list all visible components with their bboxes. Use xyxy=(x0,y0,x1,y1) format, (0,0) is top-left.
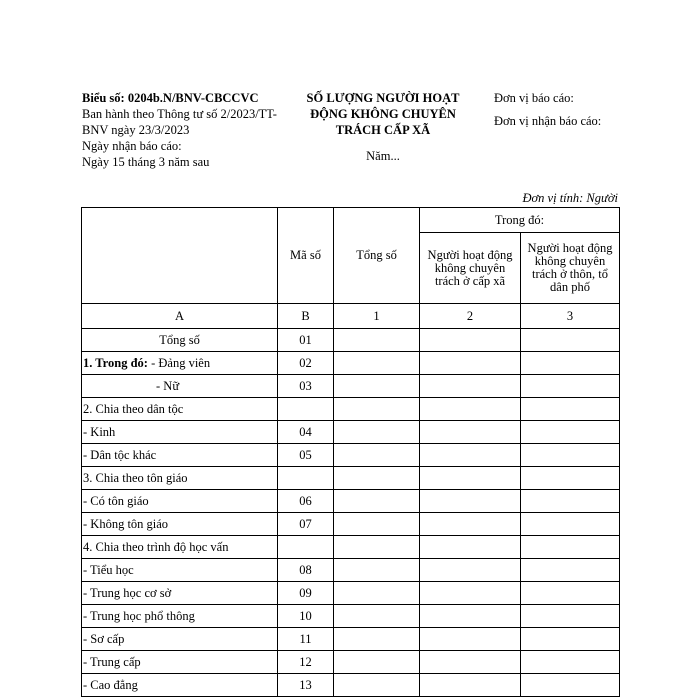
unit-note: Đơn vị tính: Người xyxy=(522,191,618,205)
cell-commune xyxy=(420,444,521,467)
cell-village xyxy=(521,421,620,444)
cell-total xyxy=(334,467,420,490)
receiving-unit: Đơn vị nhận báo cáo: xyxy=(494,114,602,128)
header-of-which: Trong đó: xyxy=(420,208,620,233)
row-code: 06 xyxy=(278,490,334,513)
cell-total xyxy=(334,398,420,421)
cell-village xyxy=(521,375,620,398)
table-row xyxy=(82,467,620,490)
table-row xyxy=(82,536,620,559)
row-code: 12 xyxy=(278,651,334,674)
table-row xyxy=(82,513,620,536)
form-number: Biểu số: 0204b.N/BNV-CBCCVC xyxy=(82,91,259,105)
index-3: 3 xyxy=(521,304,620,329)
cell-village xyxy=(521,605,620,628)
row-label: - Trung học cơ sở xyxy=(82,582,278,605)
report-table xyxy=(81,207,620,697)
row-code xyxy=(278,398,334,421)
cell-village xyxy=(521,444,620,467)
report-year: Năm... xyxy=(366,149,400,163)
cell-commune xyxy=(420,513,521,536)
cell-commune xyxy=(420,605,521,628)
table-row xyxy=(82,674,620,697)
row-code: 03 xyxy=(278,375,334,398)
header-village: Người hoạt động không chuyên trách ở thôn, tổ dân phố xyxy=(521,233,620,304)
cell-village xyxy=(521,559,620,582)
cell-total xyxy=(334,605,420,628)
row-code: 13 xyxy=(278,674,334,697)
issued-by: Ban hành theo Thông tư số 2/2023/TT-BNV ngày 23/3/2023 xyxy=(82,107,277,137)
cell-commune xyxy=(420,651,521,674)
cell-commune xyxy=(420,352,521,375)
receive-date: Ngày 15 tháng 3 năm sau xyxy=(82,155,210,169)
cell-commune xyxy=(420,536,521,559)
row-label: - Nữ xyxy=(82,375,278,398)
table-row xyxy=(82,490,620,513)
cell-total xyxy=(334,513,420,536)
row-label: - Dân tộc khác xyxy=(82,444,278,467)
cell-village xyxy=(521,398,620,421)
cell-total xyxy=(334,490,420,513)
cell-total xyxy=(334,582,420,605)
row-label: 3. Chia theo tôn giáo xyxy=(82,467,278,490)
row-code: 08 xyxy=(278,559,334,582)
row-label: - Trung học phổ thông xyxy=(82,605,278,628)
row-label: - Kinh xyxy=(82,421,278,444)
table-row xyxy=(82,398,620,421)
cell-village xyxy=(521,628,620,651)
table-row xyxy=(82,628,620,651)
cell-commune xyxy=(420,490,521,513)
cell-total xyxy=(334,628,420,651)
row-label: 4. Chia theo trình độ học vấn xyxy=(82,536,278,559)
cell-commune xyxy=(420,467,521,490)
row-label: - Có tôn giáo xyxy=(82,490,278,513)
index-b: B xyxy=(278,304,334,329)
header-category xyxy=(82,208,278,304)
cell-total xyxy=(334,536,420,559)
row-label: - Trung cấp xyxy=(82,651,278,674)
form-title: SỐ LƯỢNG NGƯỜI HOẠT ĐỘNG KHÔNG CHUYÊN TRÁCH CẤP XÃ xyxy=(306,91,460,137)
row-code xyxy=(278,536,334,559)
row-code: 01 xyxy=(278,329,334,352)
cell-commune xyxy=(420,398,521,421)
header-code: Mã số xyxy=(278,208,334,304)
cell-village xyxy=(521,513,620,536)
row-code: 02 xyxy=(278,352,334,375)
index-2: 2 xyxy=(420,304,521,329)
cell-total xyxy=(334,674,420,697)
table-row xyxy=(82,352,620,375)
table-row xyxy=(82,375,620,398)
row-code: 10 xyxy=(278,605,334,628)
row-code: 09 xyxy=(278,582,334,605)
cell-total xyxy=(334,651,420,674)
cell-commune xyxy=(420,674,521,697)
cell-total xyxy=(334,329,420,352)
cell-commune xyxy=(420,375,521,398)
cell-total xyxy=(334,375,420,398)
row-code: 07 xyxy=(278,513,334,536)
row-code xyxy=(278,467,334,490)
cell-commune xyxy=(420,559,521,582)
cell-village xyxy=(521,674,620,697)
table-row xyxy=(82,444,620,467)
index-a: A xyxy=(82,304,278,329)
row-code: 04 xyxy=(278,421,334,444)
row-label: - Cao đẳng xyxy=(82,674,278,697)
cell-commune xyxy=(420,329,521,352)
cell-total xyxy=(334,444,420,467)
table-row xyxy=(82,651,620,674)
table-row xyxy=(82,582,620,605)
cell-commune xyxy=(420,421,521,444)
table-row xyxy=(82,605,620,628)
cell-village xyxy=(521,352,620,375)
cell-total xyxy=(334,559,420,582)
form-header-left xyxy=(82,90,282,170)
cell-village xyxy=(521,582,620,605)
cell-village xyxy=(521,490,620,513)
cell-total xyxy=(334,352,420,375)
cell-village xyxy=(521,329,620,352)
row-code: 05 xyxy=(278,444,334,467)
row-label: 1. Trong đó: - Đảng viên xyxy=(82,352,278,375)
table-body xyxy=(82,329,620,697)
row-code: 11 xyxy=(278,628,334,651)
table-row xyxy=(82,559,620,582)
cell-total xyxy=(334,421,420,444)
cell-village xyxy=(521,467,620,490)
cell-village xyxy=(521,651,620,674)
row-label: - Sơ cấp xyxy=(82,628,278,651)
cell-village xyxy=(521,536,620,559)
row-label: - Không tôn giáo xyxy=(82,513,278,536)
form-header-center xyxy=(288,90,478,164)
index-1: 1 xyxy=(334,304,420,329)
cell-commune xyxy=(420,582,521,605)
header-commune: Người hoạt động không chuyên trách ở cấp xã xyxy=(420,233,521,304)
row-label: Tổng số xyxy=(82,329,278,352)
cell-commune xyxy=(420,628,521,651)
form-header-right xyxy=(494,90,694,136)
row-label: - Tiểu học xyxy=(82,559,278,582)
header-total: Tổng số xyxy=(334,208,420,304)
table-row xyxy=(82,421,620,444)
table-row xyxy=(82,329,620,352)
reporting-unit: Đơn vị báo cáo: xyxy=(494,91,574,105)
row-label: 2. Chia theo dân tộc xyxy=(82,398,278,421)
receive-date-label: Ngày nhận báo cáo: xyxy=(82,139,182,153)
